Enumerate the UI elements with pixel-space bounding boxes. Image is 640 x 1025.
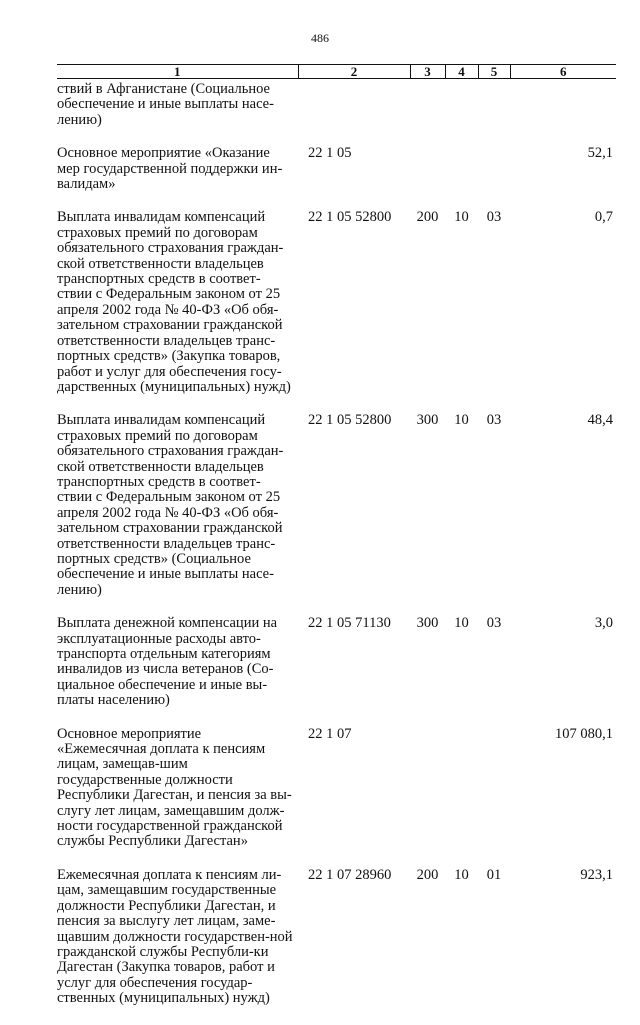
row-rz [445,727,478,868]
row-vr [410,146,445,210]
row-amount: 107 080,1 [555,725,613,742]
row-name: Выплата инвалидам компенсаций страховых премий по договорам обязательного страхования граждан-ской ответственности владельцев транспортных средств в соответ-ствии с Федеральным законом от 25 апреля 2002 года № 40-ФЗ «Об обя-зательном страховании гражданской ответственности владельцев транс-портных средств» (Закупка товаров, работ и услуг для обеспечения госу-дарственных (муниципальных) нужд) [57,209,291,395]
column-header-3: 3 [410,65,445,79]
column-header-4: 4 [445,65,478,79]
row-name: ствий в Афганистане (Социальное обеспечение и иные выплаты насе-лению) [57,81,274,128]
row-pr [478,727,510,868]
row-code [298,79,410,147]
row-code: 22 1 05 52800 [308,209,392,226]
column-header-6: 6 [510,65,616,79]
table-header-row [57,65,616,79]
column-header-2: 2 [298,65,410,79]
row-rz: 10 [454,412,469,429]
budget-table [57,64,616,1025]
row-name: Выплата инвалидам компенсаций страховых премий по договорам обязательного страхования граждан-ской ответственности владельцев транспортных средств в соответ-ствии с Федеральным законом от 25 апреля 2002 года № 40-ФЗ «Об обя-зательном страховании гражданской ответственности владельцев транс-портных средств» (Социальное обеспечение и иные выплаты насе-лению) [57,412,284,598]
row-pr: 01 [486,866,502,883]
row-name: Основное мероприятие «Ежемесячная доплата к пенсиям лицам, замещав-шим государственные должности Республики Дагестан, и пенсия за вы-слугу лет лицам, замещавшим долж-ности государственной гражданской службы Республики Дагестан» [57,725,292,850]
row-code: 22 1 07 28960 [308,866,392,883]
row-code: 22 1 05 [308,145,352,162]
row-amount: 48,4 [587,412,613,429]
row-pr: 03 [486,209,502,226]
table-row [57,146,616,210]
row-name: Выплата денежной компенсации на эксплуатационные расходы авто-транспорта отдельным категориям инвалидов из числа ветеранов (Со-циальное обеспечение и иные вы-платы населению) [57,615,278,709]
column-header-5: 5 [478,65,510,79]
row-amount: 0,7 [594,209,613,226]
table-row [57,868,616,1025]
row-code: 22 1 05 52800 [308,412,392,429]
row-vr [410,79,445,147]
table-row [57,79,616,147]
table-row [57,413,616,616]
table-row [57,616,616,726]
row-rz [445,146,478,210]
row-vr: 200 [416,866,439,883]
page-number: 486 [311,31,329,45]
column-header-1: 1 [57,65,298,79]
row-amount [510,79,616,147]
row-pr [478,79,510,147]
row-vr: 200 [416,209,439,226]
row-amount: 3,0 [594,615,613,632]
row-pr: 03 [486,615,502,632]
table-row [57,727,616,868]
row-vr: 300 [416,615,439,632]
row-rz [445,79,478,147]
row-amount: 52,1 [587,145,613,162]
row-pr: 03 [486,412,502,429]
row-rz: 10 [454,209,469,226]
row-rz: 10 [454,615,469,632]
row-vr: 300 [416,412,439,429]
row-code: 22 1 05 71130 [308,615,391,632]
row-rz: 10 [454,866,469,883]
row-name: Ежемесячная доплата к пенсиям ли-цам, замещавшим государственные должности Республики Дагестан, и пенсия за выслугу лет лицам, заме-щавшим должности государствен-ной гражданской службы Республи-ки Дагестан (Закупка товаров, работ и услуг для обеспечения государ-ственных (муниципальных) нужд) [57,866,293,1007]
row-pr [478,146,510,210]
row-name: Основное мероприятие «Оказание мер государственной поддержки ин-валидам» [57,145,283,193]
table-row [57,210,616,413]
row-vr [410,727,445,868]
row-amount: 923,1 [580,866,613,883]
row-code: 22 1 07 [308,725,352,742]
